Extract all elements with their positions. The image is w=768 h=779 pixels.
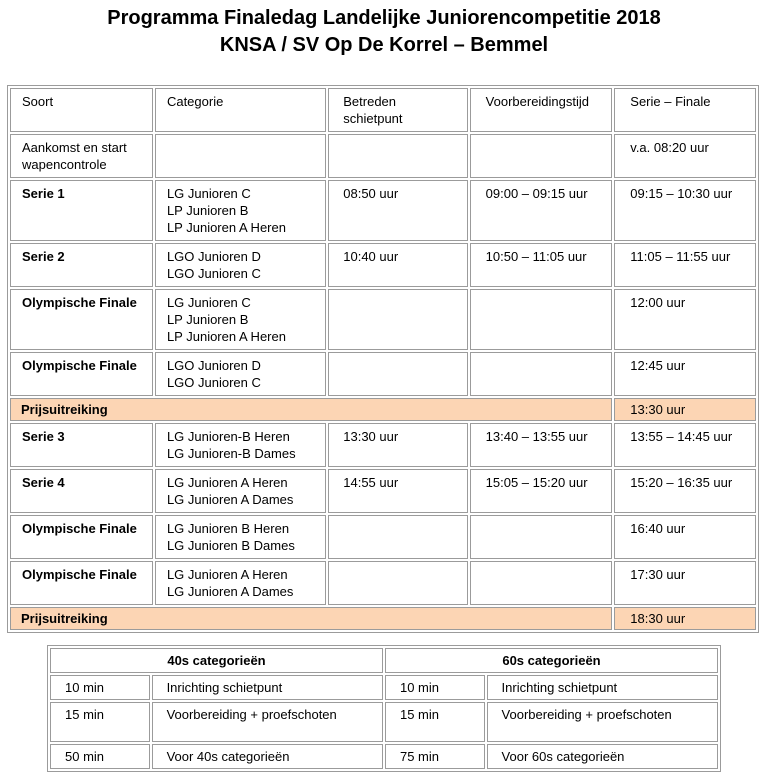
cell-categorie <box>155 180 326 241</box>
category-item: LG Junioren-B Heren <box>166 429 290 444</box>
category-item: LGO Junioren D <box>166 358 261 373</box>
cell-serie: 12:45 uur <box>614 352 756 396</box>
cell-categorie <box>155 469 326 513</box>
table-row <box>10 180 756 241</box>
cell-voorbereiding <box>470 352 613 396</box>
category-item: LGO Junioren D <box>166 249 261 264</box>
schedule-header-row <box>10 88 756 132</box>
header-40s: 40s categorieën <box>50 648 383 673</box>
header-voorbereiding: Voorbereidingstijd <box>470 88 613 132</box>
cell-betreden: 14:55 uur <box>328 469 467 513</box>
cell-categorie <box>155 515 326 559</box>
cell-categorie <box>155 352 326 396</box>
award-time: 18:30 uur <box>614 607 756 630</box>
cell-voorbereiding <box>470 515 613 559</box>
cell-serie: 13:55 – 14:45 uur <box>614 423 756 467</box>
cell-soort: Olympische Finale <box>10 352 153 396</box>
cell-voorbereiding: 15:05 – 15:20 uur <box>470 469 613 513</box>
table-row <box>10 561 756 605</box>
header-serie-finale: Serie – Finale <box>614 88 756 132</box>
cell-soort: Serie 3 <box>10 423 153 467</box>
cell-soort: Serie 4 <box>10 469 153 513</box>
cell-serie: 12:00 uur <box>614 289 756 350</box>
category-item: LG Junioren A Heren <box>166 475 288 490</box>
legend-header-row <box>50 648 718 673</box>
cell-betreden: 10:40 uur <box>328 243 467 287</box>
category-item: LG Junioren B Dames <box>166 538 295 553</box>
category-item: LP Junioren B <box>166 312 249 327</box>
category-item: LP Junioren B <box>166 203 249 218</box>
description-60s: Voorbereiding + proefschoten <box>487 702 718 742</box>
header-categorie: Categorie <box>155 88 326 132</box>
legend-table <box>47 645 721 772</box>
table-row <box>10 243 756 287</box>
page-title: Programma Finaledag Landelijke Juniorencompetitie 2018 <box>107 7 661 29</box>
category-item: LGO Junioren C <box>166 266 261 281</box>
header-betreden: Betreden schietpunt <box>328 88 467 132</box>
cell-betreden <box>328 289 467 350</box>
cell-voorbereiding <box>470 561 613 605</box>
cell-soort: Aankomst en start wapencontrole <box>10 134 153 178</box>
category-item: LG Junioren A Heren <box>166 567 288 582</box>
award-label: Prijsuitreiking <box>10 607 612 630</box>
duration-60s: 10 min <box>385 675 485 700</box>
description-60s: Voor 60s categorieën <box>487 744 718 769</box>
cell-voorbereiding: 13:40 – 13:55 uur <box>470 423 613 467</box>
table-row <box>10 352 756 396</box>
cell-categorie <box>155 289 326 350</box>
cell-voorbereiding: 10:50 – 11:05 uur <box>470 243 613 287</box>
cell-soort: Serie 2 <box>10 243 153 287</box>
page-subtitle: KNSA / SV Op De Korrel – Bemmel <box>219 34 549 56</box>
description-40s: Inrichting schietpunt <box>152 675 383 700</box>
category-item: LG Junioren-B Dames <box>166 446 296 461</box>
category-item: LP Junioren A Heren <box>166 220 286 235</box>
cell-betreden <box>328 561 467 605</box>
duration-60s: 75 min <box>385 744 485 769</box>
cell-soort: Olympische Finale <box>10 289 153 350</box>
table-row <box>10 469 756 513</box>
cell-serie: 11:05 – 11:55 uur <box>614 243 756 287</box>
description-40s: Voorbereiding + proefschoten <box>152 702 383 742</box>
cell-betreden: 08:50 uur <box>328 180 467 241</box>
description-40s: Voor 40s categorieën <box>152 744 383 769</box>
cell-soort: Olympische Finale <box>10 515 153 559</box>
table-row <box>10 515 756 559</box>
category-item: LG Junioren C <box>166 295 251 310</box>
cell-soort: Serie 1 <box>10 180 153 241</box>
schedule-table <box>7 85 759 633</box>
category-item: LP Junioren A Heren <box>166 329 286 344</box>
duration-40s: 15 min <box>50 702 150 742</box>
cell-soort: Olympische Finale <box>10 561 153 605</box>
award-time: 13:30 uur <box>614 398 756 421</box>
category-item: LGO Junioren C <box>166 375 261 390</box>
legend-row <box>50 675 718 700</box>
cell-serie: v.a. 08:20 uur <box>614 134 756 178</box>
description-60s: Inrichting schietpunt <box>487 675 718 700</box>
header-60s: 60s categorieën <box>385 648 718 673</box>
table-row <box>10 134 756 178</box>
duration-40s: 10 min <box>50 675 150 700</box>
cell-serie: 15:20 – 16:35 uur <box>614 469 756 513</box>
cell-categorie <box>155 423 326 467</box>
cell-serie: 09:15 – 10:30 uur <box>614 180 756 241</box>
cell-voorbereiding: 09:00 – 09:15 uur <box>470 180 613 241</box>
category-item: LG Junioren A Dames <box>166 584 294 599</box>
duration-60s: 15 min <box>385 702 485 742</box>
award-row <box>10 398 756 421</box>
header-soort: Soort <box>10 88 153 132</box>
cell-categorie <box>155 243 326 287</box>
table-row <box>10 423 756 467</box>
cell-categorie <box>155 561 326 605</box>
category-item: LG Junioren C <box>166 186 251 201</box>
cell-voorbereiding <box>470 289 613 350</box>
cell-serie: 16:40 uur <box>614 515 756 559</box>
cell-serie: 17:30 uur <box>614 561 756 605</box>
award-row <box>10 607 756 630</box>
cell-betreden <box>328 352 467 396</box>
award-label: Prijsuitreiking <box>10 398 612 421</box>
legend-row <box>50 702 718 742</box>
cell-voorbereiding <box>470 134 613 178</box>
category-item: LG Junioren B Heren <box>166 521 290 536</box>
table-row <box>10 289 756 350</box>
cell-betreden: 13:30 uur <box>328 423 467 467</box>
duration-40s: 50 min <box>50 744 150 769</box>
cell-betreden <box>328 515 467 559</box>
cell-categorie <box>155 134 326 178</box>
legend-row <box>50 744 718 769</box>
cell-betreden <box>328 134 467 178</box>
category-item: LG Junioren A Dames <box>166 492 294 507</box>
